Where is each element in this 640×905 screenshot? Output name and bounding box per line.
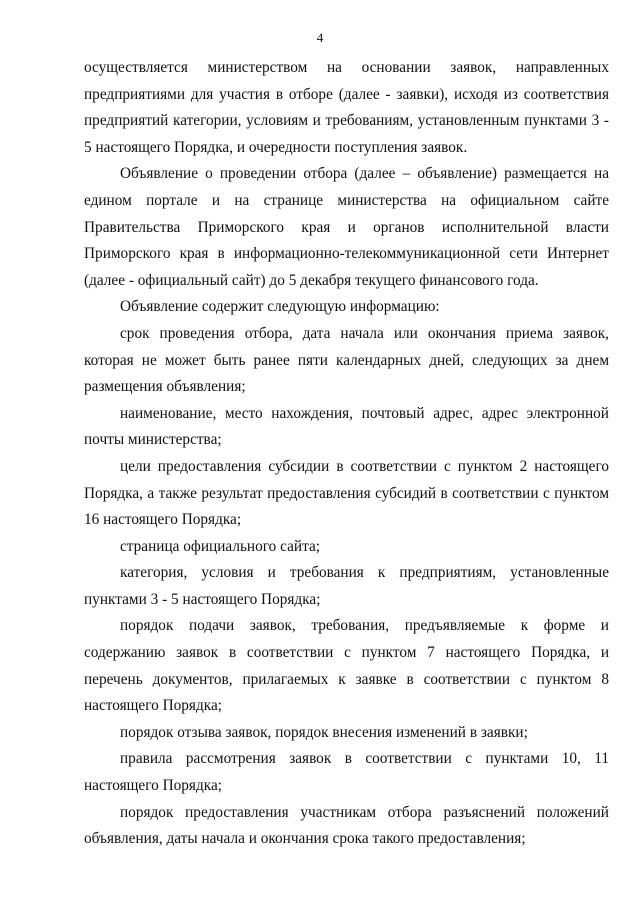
paragraph-requirements: категория, условия и требования к предприятиям, установленные пунктами 3 - 5 настоящего Порядка;: [84, 564, 609, 608]
paragraph-announcement-contents: Объявление содержит следующую информацию:: [120, 298, 440, 316]
paragraph-withdrawal-procedure: порядок отзыва заявок, порядок внесения изменений в заявки;: [120, 723, 528, 741]
paragraph-ministry-address: наименование, место нахождения, почтовый адрес, адрес электронной почты министерства;: [84, 404, 609, 449]
document-body: [84, 55, 609, 853]
paragraph-application-procedure: порядок подачи заявок, требования, предъявляемые к форме и содержанию заявок в соответствии с пунктом 7 настоящего Порядка, и перечень документов, прилагаемых к заявке в соответствии с пунктом 8 настоящего Порядка;: [84, 617, 609, 715]
paragraph-clarification-procedure: порядок предоставления участникам отбора разъяснений положений объявления, даты начала и окончания срока такого предоставления;: [84, 803, 609, 848]
paragraph-review-rules: правила рассмотрения заявок в соответствии с пунктами 10, 11 настоящего Порядка;: [84, 750, 609, 795]
paragraph-subsidy-goals: цели предоставления субсидии в соответствии с пунктом 2 настоящего Порядка, а также результат предоставления субсидий в соответствии с пунктом 16 настоящего Порядка;: [84, 457, 609, 529]
page-number: 4: [316, 30, 324, 45]
paragraph-selection-term: срок проведения отбора, дата начала или окончания приема заявок, которая не может быть ранее пяти календарных дней, следующих за днем размещения объявления;: [84, 324, 609, 396]
paragraph-continuation: осуществляется министерством на основании заявок, направленных предприятиями для участия в отборе (далее - заявки), исходя из соответствия предприятий категории, условиям и требованиям, установленным пунктами 3 - 5 настоящего Порядка, и очередности поступления заявок.: [84, 59, 609, 156]
paragraph-announcement-placement: Объявление о проведении отбора (далее – объявление) размещается на едином портале и на странице министерства на официальном сайте Правительства Приморского края и органов исполнительной власти Приморского края в информационно-телекоммуникационной сети Интернет (далее - официальный сайт) до 5 декабря текущего финансового года.: [84, 165, 609, 289]
paragraph-website-page: страница официального сайта;: [120, 537, 320, 555]
